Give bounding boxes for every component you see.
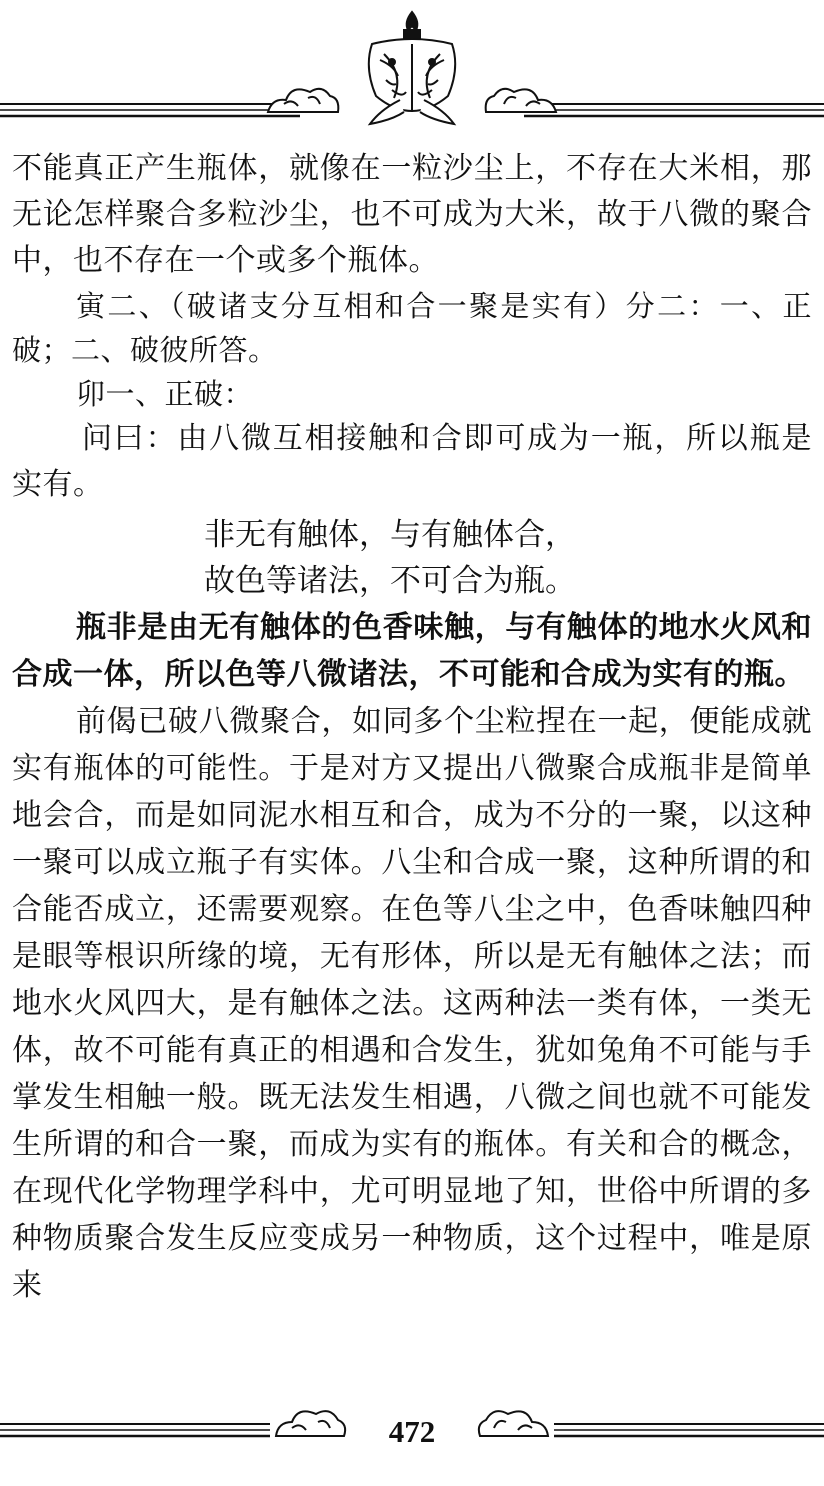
paragraph-continuation: 不能真正产生瓶体，就像在一粒沙尘上，不存在大米相，那无论怎样聚合多粒沙尘，也不可成为大米，故于八微的聚合中，也不存在一个或多个瓶体。: [12, 151, 812, 278]
cloud-left-icon: [268, 89, 338, 112]
subsection-heading: 卯一、正破：: [76, 377, 254, 411]
commentary-paragraph: 前偈已破八微聚合，如同多个尘粒捏在一起，便能成就实有瓶体的可能性。于是对方又提出八微聚合成瓶非是简单地会合，而是如同泥水相互和合，成为不分的一聚，以这种一聚可以成立瓶子有实体。八尘和合成一聚，这种所谓的和合能否成立，还需要观察。在色等八尘之中，色香味触四种是眼等根识所缘的境，无有形体，所以是无有触体之法；而地水火风四大，是有触体之法。这两种法一类有体，一类无体，故不可能有真正的相遇和合发生，犹如兔角不可能与手掌发生相触一般。既无法发生相遇，八微之间也就不可能发生所谓的和合一聚，而成为实有的瓶体。有关和合的概念，在现代化学物理学科中，尤可明显地了知，世俗中所谓的多种物质聚合发生反应变成另一种物质，这个过程中，唯是原来: [12, 704, 812, 1303]
verse-line: 故色等诸法，不可合为瓶。: [204, 563, 576, 599]
section-heading: 寅二、（破诸支分互相和合一聚是实有）分二：一、正破；二、破彼所答。: [12, 289, 812, 367]
page-content: [12, 146, 812, 1309]
verse-explanation: 瓶非是由无有触体的色香味触，与有触体的地水火风和合成一体，所以色等八微诸法，不可能和合成为实有的瓶。: [12, 610, 812, 692]
verse-line: 非无有触体，与有触体合，: [204, 517, 576, 553]
question-paragraph: 问曰：由八微互相接触和合即可成为一瓶，所以瓶是实有。: [12, 421, 812, 502]
fish-emblem-icon: [369, 12, 455, 124]
verse: [12, 512, 812, 604]
cloud-right-icon: [486, 89, 556, 112]
page-number: 472: [388, 1414, 436, 1449]
header-ornament: [0, 0, 824, 140]
